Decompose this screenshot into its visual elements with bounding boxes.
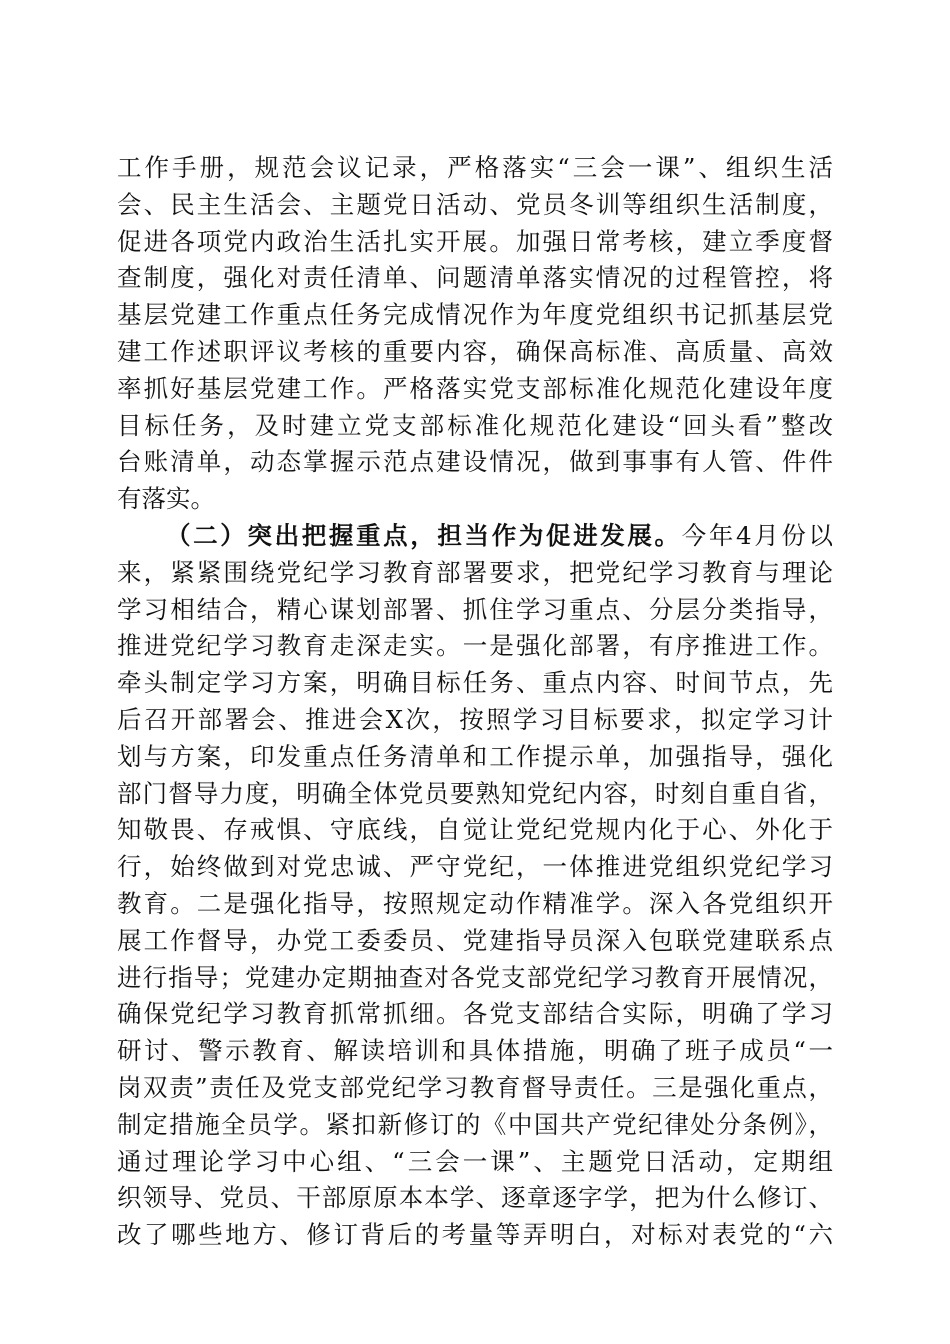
text-line: 来，紧紧围绕党纪学习教育部署要求，把党纪学习教育与理论 (117, 557, 833, 587)
text-line: 岗双责”责任及党支部党纪学习教育督导责任。三是强化重点， (117, 1072, 833, 1102)
text-line: 行，始终做到对党忠诚、严守党纪，一体推进党组织党纪学习 (117, 852, 833, 882)
text-line: 目标任务，及时建立党支部标准化规范化建设“回头看”整改 (117, 410, 833, 440)
text-line: 确保党纪学习教育抓常抓细。各党支部结合实际，明确了学习 (117, 999, 833, 1029)
section-heading: （二）突出把握重点，担当作为促进发展。 (166, 520, 682, 550)
text-line: 教育。二是强化指导，按照规定动作精准学。深入各党组织开 (117, 888, 833, 918)
text-line: 工作手册，规范会议记录，严格落实“三会一课”、组织生活 (117, 153, 833, 182)
text-line: 有落实。 (117, 484, 215, 514)
text-line: 查制度，强化对责任清单、问题清单落实情况的过程管控，将 (117, 263, 833, 293)
text-line: 知敬畏、存戒惧、守底线，自觉让党纪党规内化于心、外化于 (117, 815, 833, 845)
text-line: 基层党建工作重点任务完成情况作为年度党组织书记抓基层党 (117, 300, 833, 330)
text-line: 研讨、警示教育、解读培训和具体措施，明确了班子成员“一 (117, 1036, 833, 1066)
paragraph-2 (117, 518, 833, 1254)
text-line: 后召开部署会、推进会X次，按照学习目标要求，拟定学习计 (117, 704, 833, 734)
text-line: 会、民主生活会、主题党日活动、党员冬训等组织生活制度， (117, 189, 833, 219)
text-line: 制定措施全员学。紧扣新修订的《中国共产党纪律处分条例》， (117, 1109, 833, 1139)
text-line: 率抓好基层党建工作。严格落实党支部标准化规范化建设年度 (117, 373, 833, 403)
text-line: 进行指导；党建办定期抽查对各党支部党纪学习教育开展情况， (117, 962, 833, 992)
text-line: 改了哪些地方、修订背后的考量等弄明白，对标对表党的“六 (117, 1220, 833, 1250)
text-line: 促进各项党内政治生活扎实开展。加强日常考核，建立季度督 (117, 226, 833, 256)
heading-continuation: 今年4月份以 (681, 520, 833, 550)
text-line: 牵头制定学习方案，明确目标任务、重点内容、时间节点，先 (117, 668, 833, 698)
document-body (117, 150, 833, 1254)
text-line: 织领导、党员、干部原原本本学、逐章逐字学，把为什么修订、 (117, 1183, 833, 1213)
text-line: 台账清单，动态掌握示范点建设情况，做到事事有人管、件件 (117, 447, 833, 477)
text-line: 学习相结合，精心谋划部署、抓住学习重点、分层分类指导， (117, 594, 833, 624)
paragraph-1 (117, 150, 833, 518)
section-heading-line (117, 518, 833, 555)
text-line: 展工作督导，办党工委委员、党建指导员深入包联党建联系点 (117, 925, 833, 955)
text-line: 部门督导力度，明确全体党员要熟知党纪内容，时刻自重自省， (117, 778, 833, 808)
text-line: 划与方案，印发重点任务清单和工作提示单，加强指导，强化 (117, 741, 833, 771)
text-line: 通过理论学习中心组、“三会一课”、主题党日活动，定期组 (117, 1146, 833, 1176)
text-line: 建工作述职评议考核的重要内容，确保高标准、高质量、高效 (117, 336, 833, 366)
text-line: 推进党纪学习教育走深走实。一是强化部署，有序推进工作。 (117, 631, 833, 661)
